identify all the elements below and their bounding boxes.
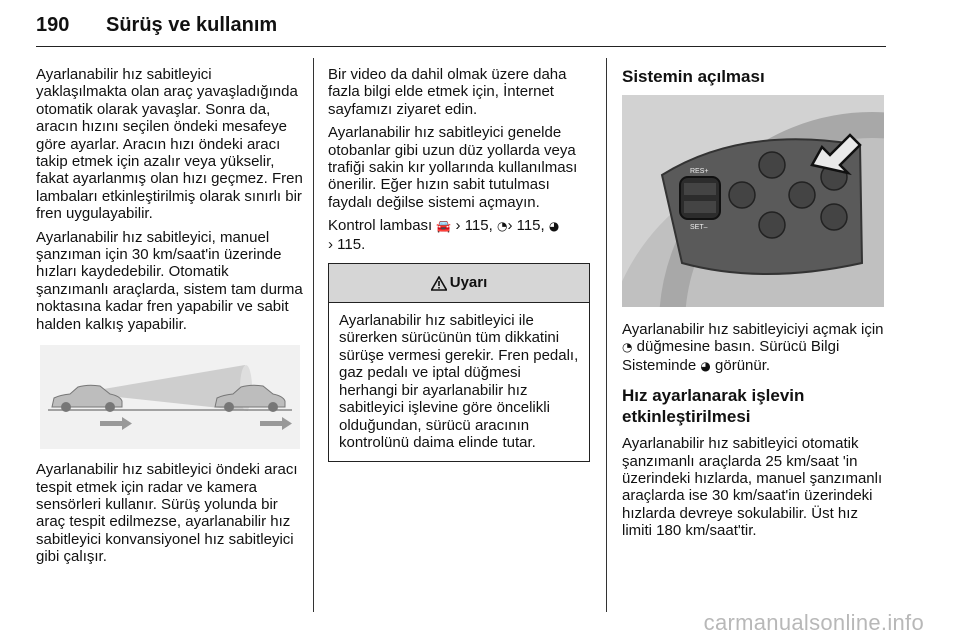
radar-diagram [40,345,300,449]
set-label: SET– [690,224,708,231]
warning-header [329,264,589,303]
paragraph: Ayarlanabilir hız sabitleyici öndeki aracı tespit etmek için radar ve kamera sensörleri kullanır. Sürüş yolunda bir araç tespit edilmezse, ayarlanabilir hız sabitleyici konvansiyonel hız sabitleyici gibi çalışır. [36,461,298,566]
warning-triangle-icon [431,276,447,291]
control-lamp-refs: Kontrol lambası 🚘 › 115, ◔› 115, ◕ › 115. [328,217,560,253]
column-divider [606,58,607,612]
warning-text: Ayarlanabilir hız sabitleyici ile sürerken sürücünün tüm dikkatini sürüşe vermesi gerekir. Fren pedalı, gaz pedalı ve iptal düğmesi herhangi bir ayarlanabilir hız sabitleyici işlevine göre öncelikli olduğundan, sürücü aracının kontrolünü daima elinde tutar. [339,312,579,451]
cruise-control-icon: ◔ [496,219,508,234]
paragraph: Ayarlanabilir hız sabitleyici yaklaşılmakta olan araç yavaşladığında otomatik olarak yavaşlar. Sonra da, aracın hızını seçilen öndeki mesafeye göre ayarlar. Aracın hızı öndeki aracı takip etmek için azalır veya yükselir, fakat ayarlanmış olan hızı geçmez. Fren lambaları etkinleştirilmiş olarak sınırlı bir fren uygulayabilir. [36,66,303,223]
paragraph: Ayarlanabilir hız sabitleyici, manuel şanzıman için 30 km/saat'in üzerinde hızları kaydedebilir. Otomatik şanzımanlı araçlarda, sistem tam durma noktasına kadar fren yapabilir ve sabit halden kalkış yapabilir. [36,228,303,333]
car-icon: 🚘 [436,219,452,234]
arrow-right-icon [100,417,132,430]
page-ref-link[interactable]: 115, [516,217,545,235]
section-title: Sürüş ve kullanım [106,14,278,36]
paragraph: Ayarlanabilir hız sabitleyiciyi açmak için ◔ düğmesine basın. Sürücü Bilgi Sisteminde ◕ görünür. [622,321,884,374]
paragraph: Ayarlanabilir hız sabitleyici genelde otobanlar gibi uzun düz yollarda veya trafiği sakin kır yollarında kullanılması önerilir. Eğer hızın sabit tutulması faydalı değilse sistemi açmayın. [328,124,578,211]
steering-wheel-diagram [622,95,884,307]
page-header [36,8,886,47]
warning-title: Uyarı [449,274,488,292]
column-2 [328,66,590,462]
heading: Hız ayarlanarak işlevin etkinleştirilmesi [622,386,805,427]
paragraph: Bir video da dahil olmak üzere daha fazla bilgi elde etmek için, İnternet sayfamızı ziyaret edin. [328,66,567,118]
page-ref-icon: › [455,217,461,235]
cruise-control-icon: ◔ [622,340,633,355]
heading: Sistemin açılması [622,67,765,86]
cruise-active-icon: ◕ [548,219,560,234]
watermark: carmanualsonline.info [703,610,924,635]
radar-illustration [40,345,300,449]
column-1 [36,66,304,572]
cruise-active-icon: ◕ [700,358,711,373]
page-ref-icon: › [328,235,333,253]
steering-wheel-illustration [622,95,884,307]
page-ref-icon: › [507,217,513,235]
paragraph: Ayarlanabilir hız sabitleyici otomatik şanzımanlı araçlarda 25 km/saat 'in üzerindeki hızlarda, manuel şanzımanlı araçlarda ise 30 km/saat'in üzerindeki hızlarda devreye sokulabilir. Üst hız limiti 180 km/saat'tir. [622,435,883,540]
warning-box [328,263,590,462]
page-ref-link[interactable]: 115, [464,217,493,235]
res-label: RES+ [690,168,709,175]
page-number: 190 [36,14,70,36]
page-ref-link[interactable]: 115. [337,235,366,253]
column-divider [313,58,314,612]
column-3 [622,66,888,546]
arrow-right-icon [260,417,292,430]
